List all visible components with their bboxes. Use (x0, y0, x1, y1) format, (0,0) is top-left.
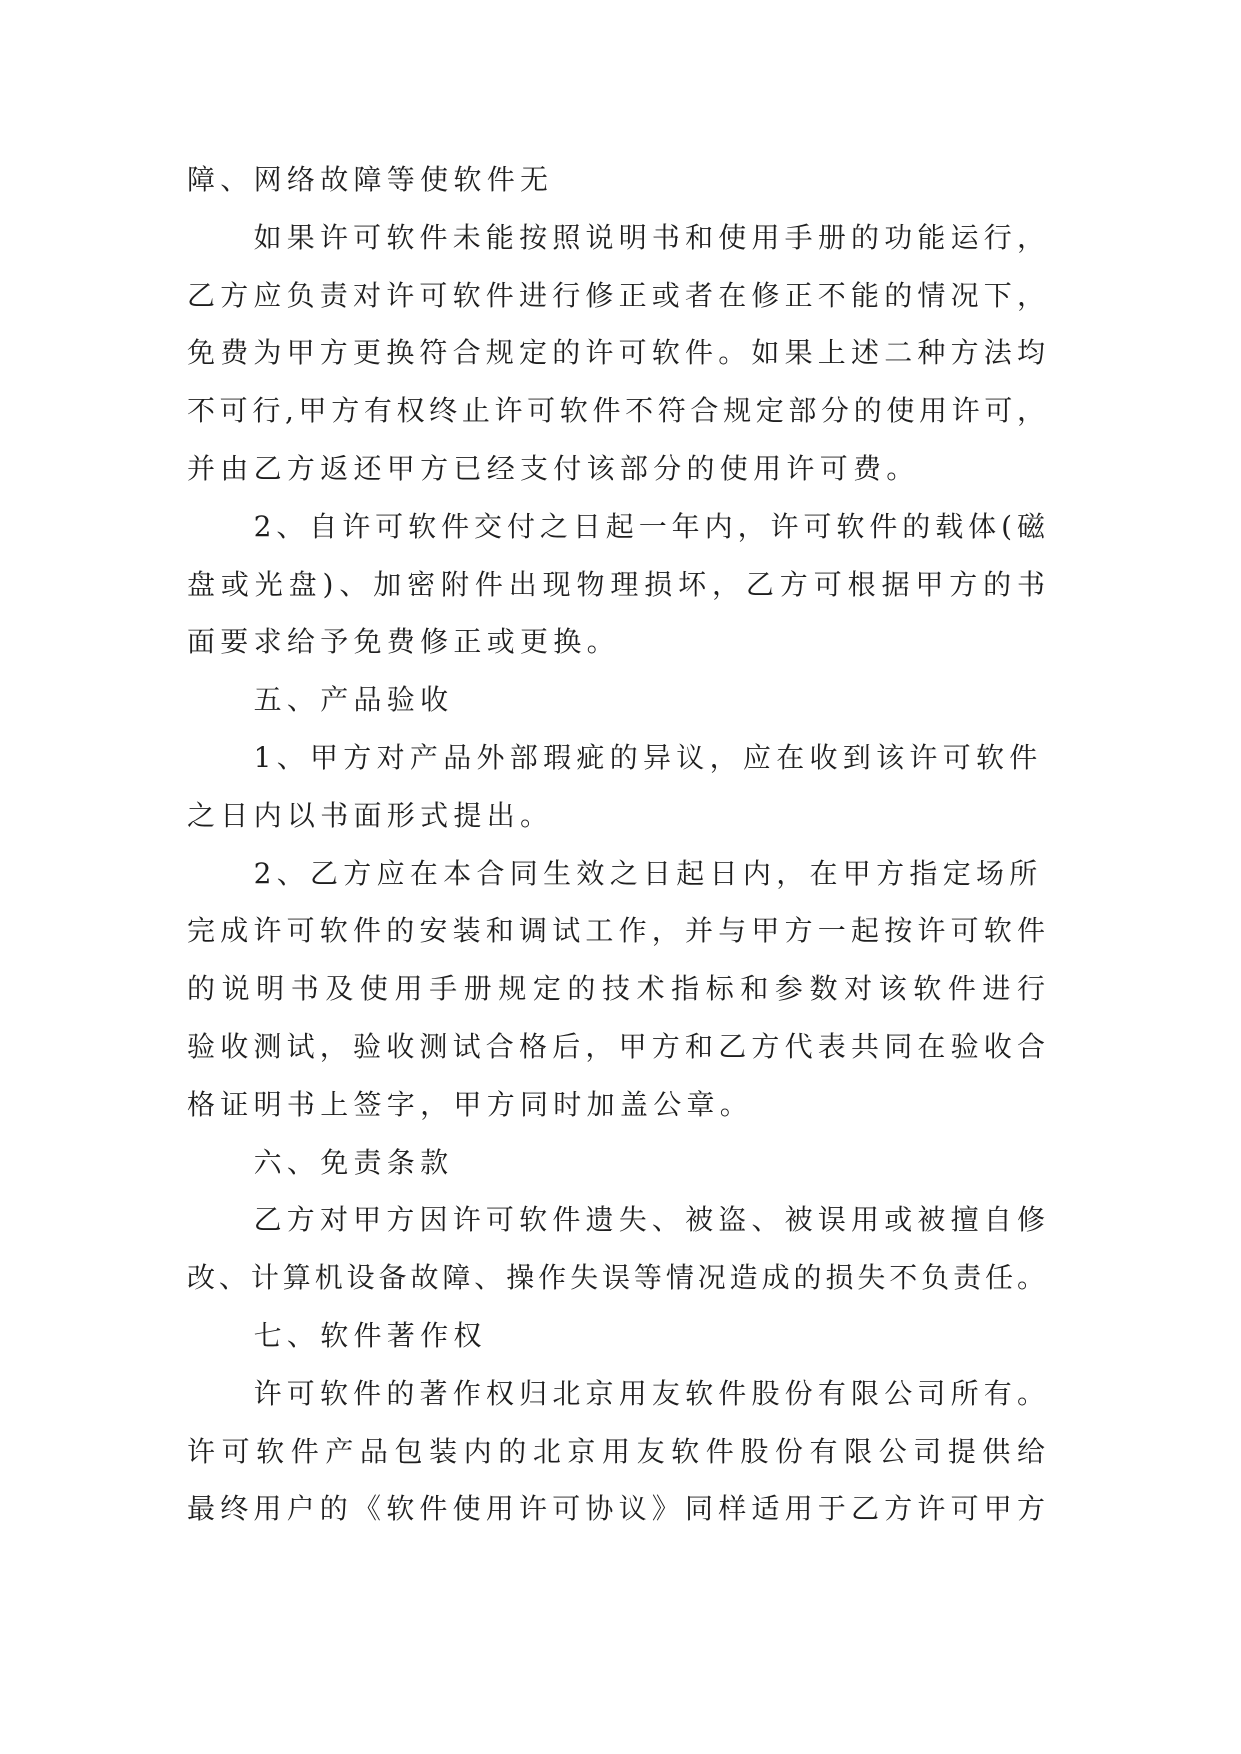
section-heading-copyright (187, 1307, 1045, 1365)
text-line: 乙方对甲方因许可软件遗失、被盗、被误用或被擅自修 (253, 1203, 1045, 1237)
text-line: 不可行,甲方有权终止许可软件不符合规定部分的使用许可， (187, 394, 1045, 428)
document-page-body (187, 151, 1045, 1538)
text-line: 之日内以书面形式提出。 (187, 798, 554, 832)
text-line: 乙方应负责对许可软件进行修正或者在修正不能的情况下， (187, 278, 1045, 312)
text-line: 许可软件的著作权归北京用友软件股份有限公司所有。 (253, 1376, 1045, 1410)
text-line: 免费为甲方更换符合规定的许可软件。如果上述二种方法均 (187, 336, 1045, 370)
text-line: 许可软件产品包装内的北京用友软件股份有限公司提供给 (187, 1434, 1045, 1468)
text-line: 完成许可软件的安装和调试工作，并与甲方一起按许可软件 (187, 914, 1045, 948)
paragraph-copyright (187, 1365, 1045, 1538)
text-line: 障、网络故障等使软件无 (187, 163, 554, 196)
paragraph-software-defects (187, 209, 1045, 498)
section-heading: 七、软件著作权 (253, 1318, 487, 1352)
paragraph-disclaimer (187, 1191, 1045, 1307)
text-line: 并由乙方返还甲方已经支付该部分的使用许可费。 (187, 451, 920, 485)
paragraph-media-damage (187, 498, 1045, 671)
text-line: 验收测试，验收测试合格后，甲方和乙方代表共同在验收合 (187, 1029, 1045, 1063)
paragraph-acceptance-1 (187, 729, 1045, 845)
text-line: 2、自许可软件交付之日起一年内，许可软件的载体(磁 (253, 509, 1045, 543)
section-heading-disclaimer (187, 1134, 1045, 1192)
section-heading: 五、产品验收 (253, 683, 454, 717)
text-line: 格证明书上签字，甲方同时加盖公章。 (187, 1087, 754, 1121)
text-line: 的说明书及使用手册规定的技术指标和参数对该软件进行 (187, 972, 1045, 1006)
section-heading-acceptance (187, 671, 1045, 729)
text-line: 2、乙方应在本合同生效之日起日内，在甲方指定场所 (253, 856, 1043, 890)
text-line: 面要求给予免费修正或更换。 (187, 625, 620, 659)
text-line: 如果许可软件未能按照说明书和使用手册的功能运行， (253, 220, 1045, 254)
text-line: 1、甲方对产品外部瑕疵的异议，应在收到该许可软件 (253, 740, 1043, 774)
paragraph-continuation (187, 151, 1045, 209)
text-line: 盘或光盘)、加密附件出现物理损坏，乙方可根据甲方的书 (187, 567, 1045, 601)
section-heading: 六、免责条款 (253, 1145, 454, 1179)
paragraph-acceptance-2 (187, 845, 1045, 1134)
text-line: 最终用户的《软件使用许可协议》同样适用于乙方许可甲方 (187, 1492, 1045, 1526)
text-line: 改、计算机设备故障、操作失误等情况造成的损失不负责任。 (187, 1261, 1045, 1295)
